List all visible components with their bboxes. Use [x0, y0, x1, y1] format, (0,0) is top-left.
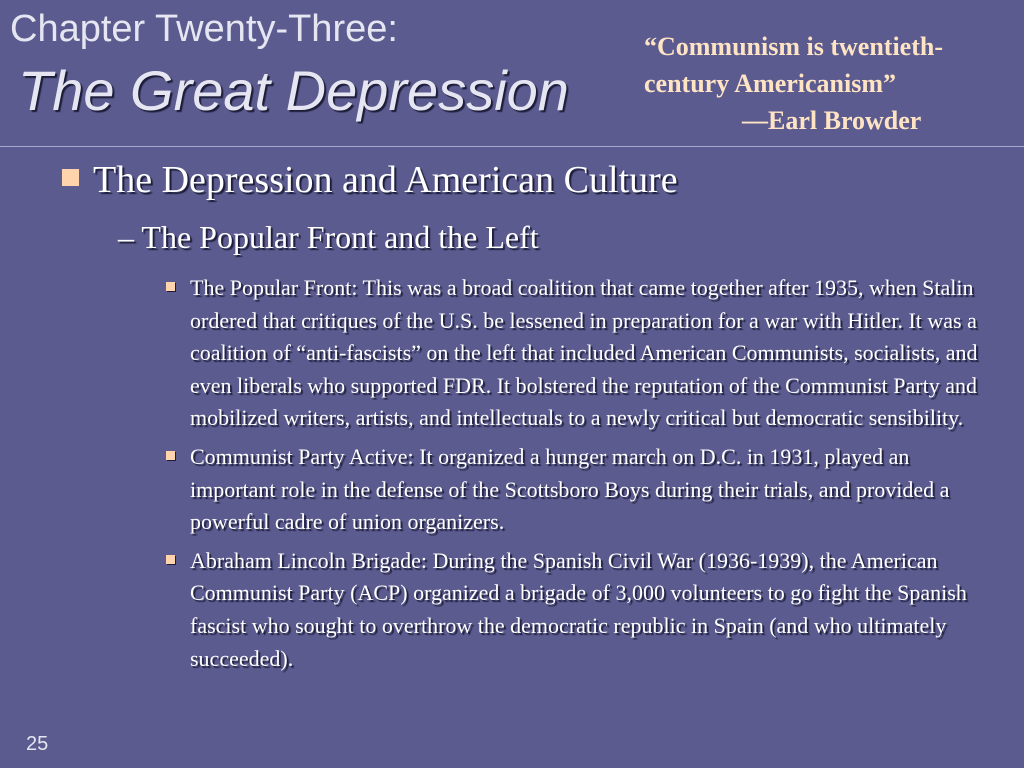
quote-text: “Communism is twentieth-century Americanism” [644, 32, 943, 98]
list-item-text: The Popular Front: This was a broad coalition that came together after 1935, when Stalin ordered that critiques of the U.S. be lessened in preparation for a war with Hitler. It was a coalition of “anti-fascists” on the left that included American Communists, socialists, and even liberals who supported FDR. It bolstered the reputation of the Communist Party and mobilized writers, artists, and intellectuals to a newly critical but democratic sensibility. [190, 275, 978, 431]
main-heading-text: The Depression and American Culture [93, 159, 678, 201]
slide-title: The Great Depression [18, 59, 569, 122]
list-item [166, 545, 986, 675]
list-item [166, 441, 986, 539]
list-item [166, 272, 986, 435]
small-square-bullet-icon [166, 282, 175, 291]
square-bullet-icon [62, 169, 79, 186]
title-divider [0, 146, 1024, 147]
epigraph-quote [644, 28, 1014, 139]
chapter-label: Chapter Twenty-Three: [10, 8, 398, 50]
bullet-list [166, 272, 986, 681]
list-item-text: Communist Party Active: It organized a hunger march on D.C. in 1931, played an important role in the defense of the Scottsboro Boys during their trials, and provided a powerful cadre of union organizers. [190, 443, 950, 535]
subheading: – The Popular Front and the Left [118, 219, 539, 255]
list-item-text: Abraham Lincoln Brigade: During the Spanish Civil War (1936-1939), the American Communist Party (ACP) organized a brigade of 3,000 volunteers to go fight the Spanish fascist who sought to overthrow the democratic republic in Spain (and who ultimately succeeded). [190, 547, 967, 671]
small-square-bullet-icon [166, 451, 175, 460]
main-heading [62, 158, 678, 202]
slide-number: 25 [26, 733, 49, 755]
quote-attribution: —Earl Browder [742, 106, 922, 135]
small-square-bullet-icon [166, 555, 175, 564]
